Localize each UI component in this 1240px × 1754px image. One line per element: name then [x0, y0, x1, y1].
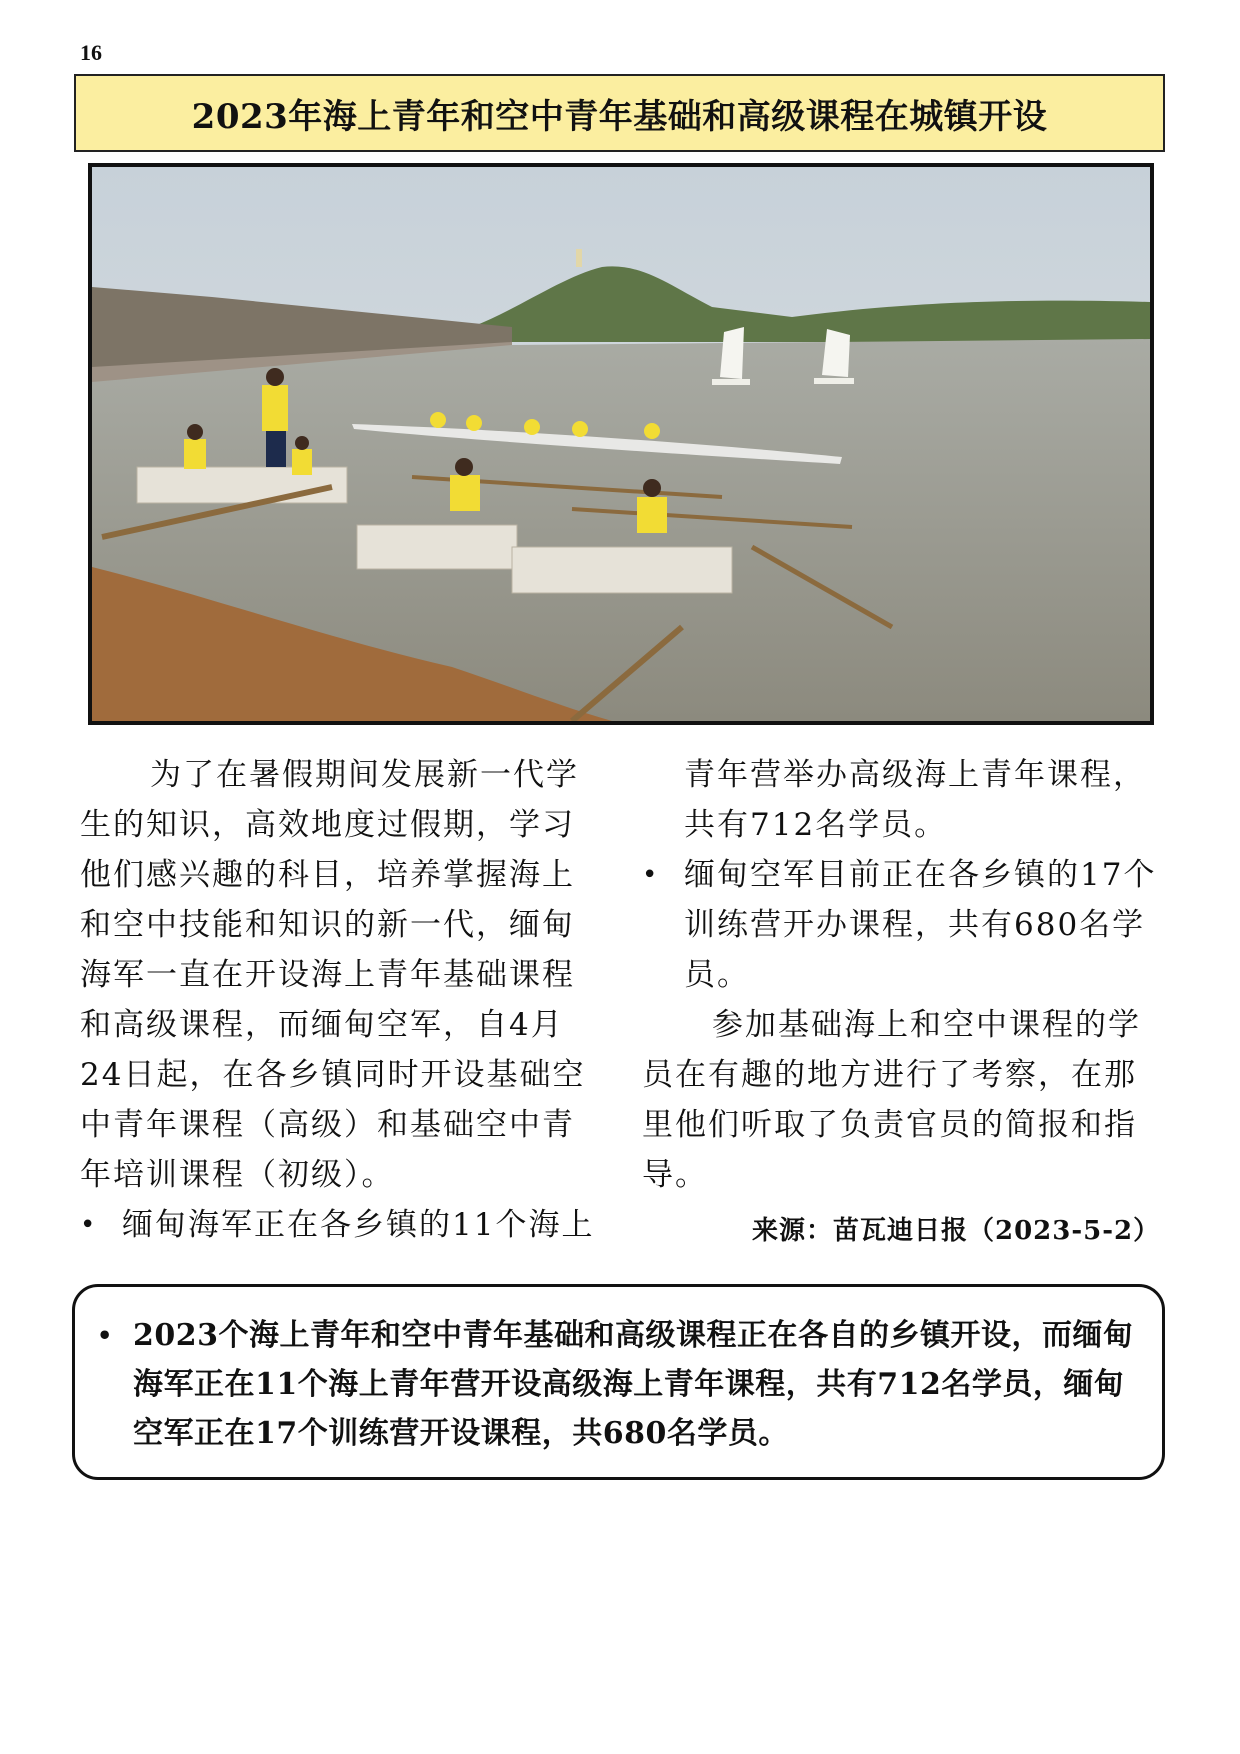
navy-bullet-continuation: 青年营举办高级海上青年课程，共有712名学员。: [684, 757, 1146, 843]
airforce-bullet: [642, 850, 1167, 1000]
navy-bullet: [80, 1200, 605, 1250]
bullet-marker: •: [80, 1210, 98, 1240]
left-column: [80, 750, 605, 1250]
source-citation: 来源：苗瓦迪日报（2023-5-2）: [752, 1216, 1161, 1246]
airforce-bullet-text: 缅甸空军目前正在各乡镇的17个训练营开办课程，共有680名学员。: [684, 857, 1157, 993]
bullet-marker: •: [642, 860, 660, 890]
rowing-training-photo: [92, 167, 1150, 721]
excursion-paragraph: 参加基础海上和空中课程的学员在有趣的地方进行了考察，在那里他们听取了负责官员的简报和指导。: [642, 1007, 1141, 1193]
summary-box: [72, 1284, 1165, 1480]
article-title: 2023年海上青年和空中青年基础和高级课程在城镇开设: [191, 96, 1048, 137]
summary-item: [97, 1311, 1140, 1458]
right-column: [642, 750, 1167, 1200]
title-banner: [74, 74, 1165, 152]
article-photo: [88, 163, 1154, 725]
page-number: 16: [80, 40, 102, 65]
intro-paragraph: 为了在暑假期间发展新一代学生的知识，高效地度过假期，学习他们感兴趣的科目，培养掌握海上和空中技能和知识的新一代，缅甸海军一直在开设海上青年基础课程和高级课程，而缅甸空军，自4月24日起，在各乡镇同时开设基础空中青年课程（高级）和基础空中青年培训课程（初级）。: [80, 757, 586, 1193]
bullet-marker: •: [97, 1321, 113, 1350]
summary-text: 2023个海上青年和空中青年基础和高级课程正在各自的乡镇开设，而缅甸海军正在11个海上青年营开设高级海上青年课程，共有712名学员，缅甸空军正在17个训练营开设课程，共680名学员。: [133, 1318, 1134, 1451]
navy-bullet-text: 缅甸海军正在各乡镇的11个海上: [122, 1207, 595, 1243]
